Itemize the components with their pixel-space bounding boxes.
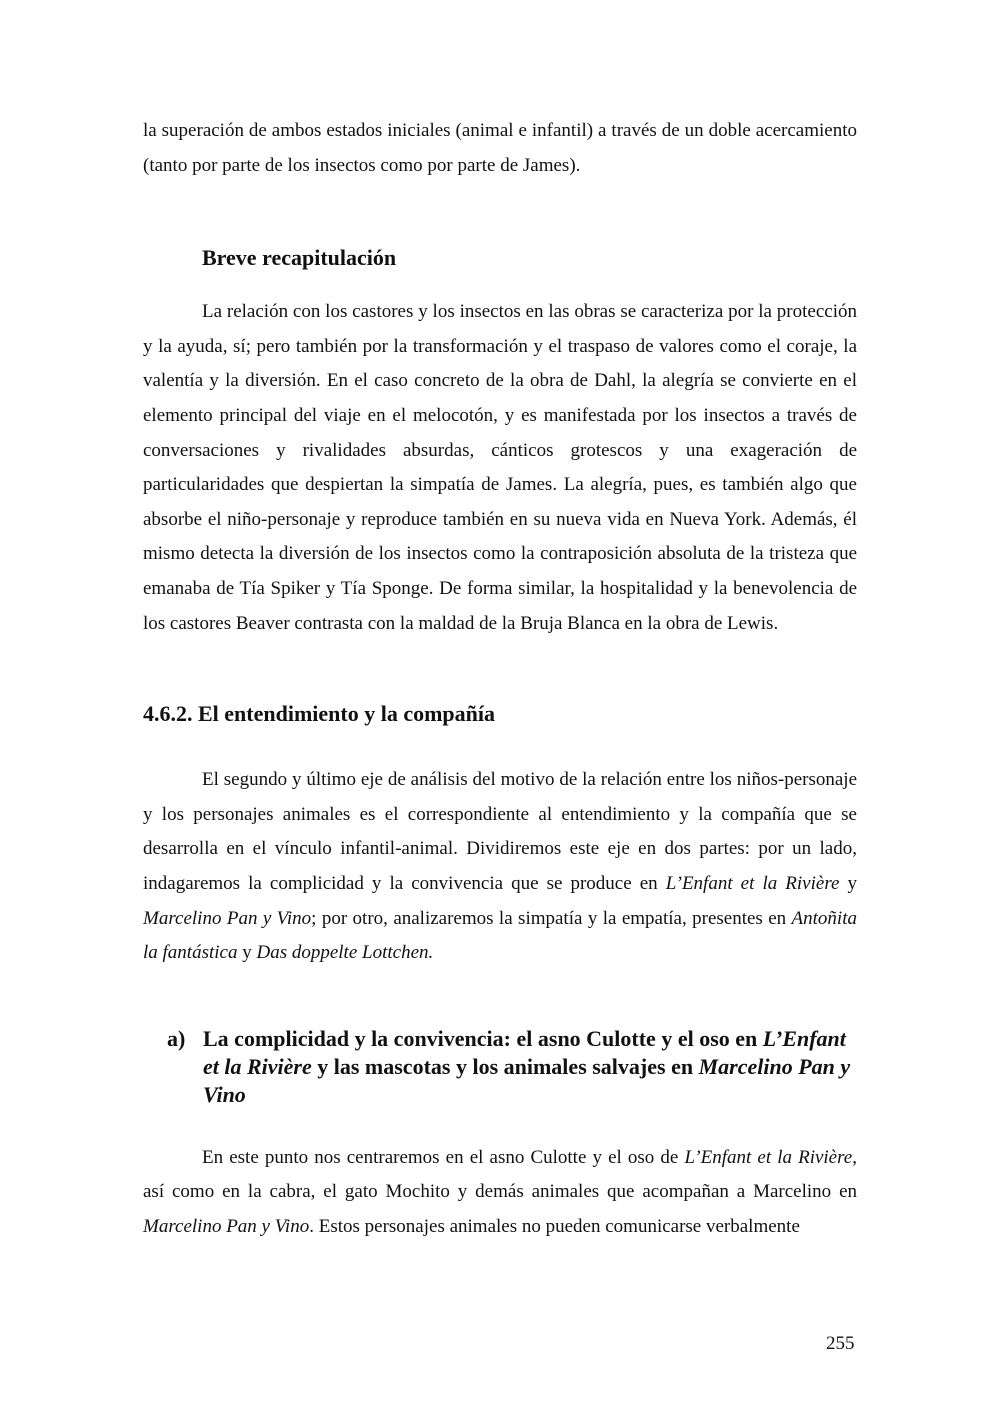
text-run: y xyxy=(839,872,858,894)
section-heading-4-6-2: 4.6.2. El entendimiento y la compañía xyxy=(143,701,496,727)
text-run: , así como en la cabra, el gato Mochito y demás animales que acompañan a Marcelino en xyxy=(143,1146,857,1203)
text-run: La complicidad y la convivencia: el asno Culotte y el oso en xyxy=(203,1025,763,1051)
section-heading-breve-recapitulacion: Breve recapitulación xyxy=(202,245,397,271)
text-run: El segundo y último eje de análisis del motivo de la relación entre los niños-personaje y los personajes animales es el correspondiente al entendimiento y la compañía que se desarrolla en el vínculo infantil-animal. Dividiremos este eje en dos partes: por un lado, indagaremos la complicidad y la convivencia que se produce en xyxy=(143,769,857,894)
text-run: En este punto nos centraremos en el asno Culotte y el oso de xyxy=(202,1146,685,1168)
italic-title: L’Enfant et la Rivière xyxy=(203,1025,846,1079)
paragraph-entendimiento xyxy=(143,763,857,971)
subsection-title xyxy=(203,1025,857,1109)
text-run: y xyxy=(237,942,257,964)
italic-title: Marcelino Pan y Vino xyxy=(143,907,312,929)
text-run: ; por otro, analizaremos la simpatía y la empatía, presentes en xyxy=(311,907,792,929)
italic-title: Antoñita la fantástica xyxy=(143,907,857,964)
subsection-heading-a xyxy=(143,1025,857,1109)
paragraph-recapitulacion: La relación con los castores y los insectos en las obras se caracteriza por la protección y la ayuda, sí; pero también por la transformación y el traspaso de valores como el coraje, la valentía y la diversión. En el caso concreto de la obra de Dahl, la alegría se convierte en el elemento principal del viaje en el melocotón, y es manifestada por los insectos a través de conversaciones y rivalidades absurdas, cánticos grotescos y una exageración de particularidades que despiertan la simpatía de James. La alegría, pues, es también algo que absorbe el niño-personaje y reproduce también en su nueva vida en Nueva York. Además, él mismo detecta la diversión de los insectos como la contraposición absoluta de la tristeza que emanaba de Tía Spiker y Tía Sponge. De forma similar, la hospitalidad y la benevolencia de los castores Beaver contrasta con la maldad de la Bruja Blanca en la obra de Lewis. xyxy=(143,301,857,634)
italic-title: Marcelino Pan y Vino xyxy=(143,1215,310,1237)
italic-title: L’Enfant et la Rivière xyxy=(665,872,840,894)
text-run: y las mascotas y los animales salvajes en xyxy=(311,1053,699,1079)
page-number: 255 xyxy=(826,1333,855,1354)
italic-title: Das doppelte Lottchen. xyxy=(256,942,434,964)
italic-title: L’Enfant et la Rivière xyxy=(684,1146,853,1168)
paragraph-complicidad xyxy=(143,1141,857,1245)
page-body xyxy=(143,114,857,1244)
text-run: . Estos personajes animales no pueden comunicarse verbalmente xyxy=(309,1215,800,1237)
italic-title: Marcelino Pan y Vino xyxy=(203,1053,851,1107)
paragraph-intro: la superación de ambos estados iniciales (animal e infantil) a través de un doble acercamiento (tanto por parte de los insectos como por parte de James). xyxy=(143,120,857,176)
subsection-label: a) xyxy=(167,1025,186,1051)
